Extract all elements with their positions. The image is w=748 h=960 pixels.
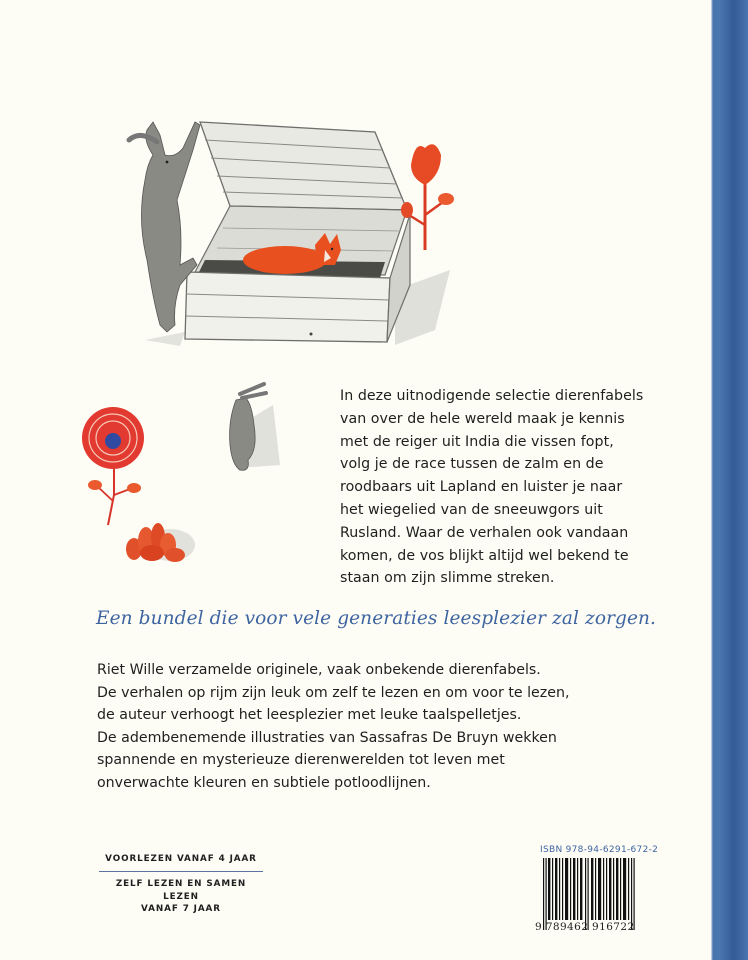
book-spine [711, 0, 748, 960]
description-paragraph [97, 659, 637, 795]
crate-fox-rabbit-illustration [125, 110, 465, 360]
description-line: De verhalen op rijm zijn leuk om zelf te lezen en om voor te lezen, [97, 684, 570, 701]
barcode-digits: 9 789462 916722 [535, 921, 635, 933]
self-read-age-line2: VANAF 7 JAAR [141, 904, 221, 914]
isbn-label: ISBN 978-94-6291-672-2 [540, 845, 659, 855]
blurb-line: roodbaars uit Lapland en luister je naar [340, 479, 623, 496]
blurb-paragraph [340, 385, 670, 590]
sitting-rabbit-illustration [218, 380, 298, 475]
read-aloud-age: VOORLEZEN VANAF 4 JAAR [105, 854, 257, 864]
description-line: de auteur verhoogt het leesplezier met leuke taalspelletjes. [97, 707, 522, 724]
age-recommendation [96, 852, 266, 916]
description-line: onverwachte kleuren en subtiele potloodlijnen. [97, 774, 431, 791]
blurb-line: In deze uitnodigende selectie dierenfabels [340, 388, 644, 404]
blurb-line: het wiegelied van de sneeuwgors uit [340, 501, 603, 518]
description-line: spannende en mysterieuze dierenwerelden tot leven met [97, 752, 505, 769]
tagline: Een bundel die voor vele generaties leesplezier zal zorgen. [96, 608, 657, 629]
blurb-line: volg je de race tussen de zalm en de [340, 456, 604, 473]
blurb-line: met de reiger uit India die vissen fopt, [340, 433, 614, 450]
blurb-line: Rusland. Waar de verhalen ook vandaan [340, 524, 629, 541]
self-read-age-line1: ZELF LEZEN EN SAMEN LEZEN [115, 879, 247, 902]
age-divider [99, 871, 263, 872]
description-line: De adembenemende illustraties van Sassafras De Bruyn wekken [97, 729, 557, 746]
description-line: Riet Wille verzamelde originele, vaak onbekende dierenfabels. [97, 662, 541, 678]
blurb-line: komen, de vos blijkt altijd wel bekend te [340, 547, 629, 564]
blurb-line: staan om zijn slimme streken. [340, 570, 555, 587]
red-bush-illustration [120, 515, 200, 565]
blurb-line: van over de hele wereld maak je kennis [340, 410, 625, 427]
